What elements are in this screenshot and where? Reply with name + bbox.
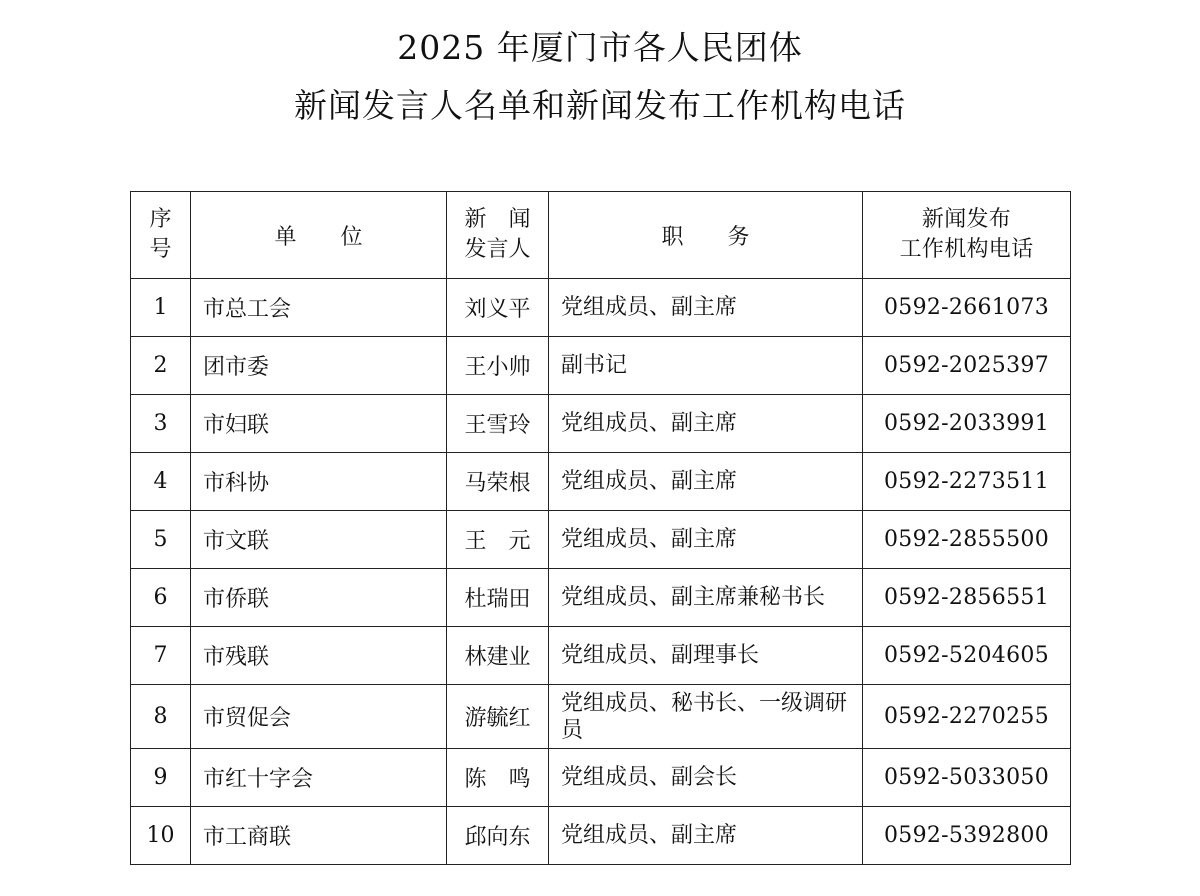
row-seq: 10 [131,807,191,865]
table-row [131,511,1071,569]
row-seq: 7 [131,627,191,685]
header-speaker [447,192,549,279]
row-seq: 8 [131,685,191,749]
row-position: 党组成员、副主席 [549,807,863,865]
row-position: 党组成员、秘书长、一级调研员 [549,685,863,749]
row-phone: 0592-2661073 [863,279,1071,337]
row-phone: 0592-2273511 [863,453,1071,511]
row-unit: 市科协 [191,453,447,511]
table-body [131,279,1071,865]
row-phone: 0592-5033050 [863,749,1071,807]
table-row [131,685,1071,749]
header-phone-line-1: 新闻发布 [921,207,1012,232]
row-unit: 市妇联 [191,395,447,453]
row-position: 党组成员、副主席兼秘书长 [549,569,863,627]
document-title-line-1: 2025 年厦门市各人民团体 [397,28,803,67]
row-unit: 市工商联 [191,807,447,865]
header-position: 职 务 [549,192,863,279]
row-speaker: 杜瑞田 [447,569,549,627]
row-phone: 0592-5204605 [863,627,1071,685]
row-speaker: 刘义平 [447,279,549,337]
row-phone: 0592-2033991 [863,395,1071,453]
row-unit: 市红十字会 [191,749,447,807]
row-position: 党组成员、副主席 [549,511,863,569]
row-unit: 市总工会 [191,279,447,337]
header-seq-line-2: 号 [149,237,172,262]
table-row [131,749,1071,807]
header-unit: 单 位 [191,192,447,279]
row-unit: 市残联 [191,627,447,685]
row-position: 党组成员、副主席 [549,395,863,453]
row-speaker: 王 元 [447,511,549,569]
row-unit: 团市委 [191,337,447,395]
row-seq: 3 [131,395,191,453]
row-position: 党组成员、副主席 [549,453,863,511]
row-unit: 市贸促会 [191,685,447,749]
header-phone [863,192,1071,279]
table-header [131,192,1071,279]
document-title-line-2: 新闻发言人名单和新闻发布工作机构电话 [294,86,906,125]
table-row [131,395,1071,453]
row-speaker: 陈 鸣 [447,749,549,807]
row-seq: 6 [131,569,191,627]
row-position: 党组成员、副会长 [549,749,863,807]
row-seq: 1 [131,279,191,337]
row-position: 党组成员、副理事长 [549,627,863,685]
table-row [131,569,1071,627]
table-row [131,337,1071,395]
row-phone: 0592-2856551 [863,569,1071,627]
spokesperson-table [130,191,1071,865]
table-row [131,627,1071,685]
row-seq: 2 [131,337,191,395]
header-seq-line-1: 序 [149,207,172,232]
header-seq [131,192,191,279]
row-phone: 0592-5392800 [863,807,1071,865]
row-speaker: 邱向东 [447,807,549,865]
header-speaker-line-1: 新 闻 [464,207,531,232]
row-unit: 市侨联 [191,569,447,627]
row-seq: 9 [131,749,191,807]
row-position: 副书记 [549,337,863,395]
row-speaker: 林建业 [447,627,549,685]
row-phone: 0592-2270255 [863,685,1071,749]
header-speaker-line-2: 发言人 [464,237,531,262]
row-position: 党组成员、副主席 [549,279,863,337]
row-phone: 0592-2855500 [863,511,1071,569]
row-phone: 0592-2025397 [863,337,1071,395]
table-row [131,807,1071,865]
header-phone-line-2: 工作机构电话 [899,237,1034,262]
table-row [131,453,1071,511]
row-seq: 5 [131,511,191,569]
row-speaker: 王雪玲 [447,395,549,453]
row-seq: 4 [131,453,191,511]
row-speaker: 游毓红 [447,685,549,749]
row-unit: 市文联 [191,511,447,569]
table-header-row [131,192,1071,279]
table-row [131,279,1071,337]
row-speaker: 王小帅 [447,337,549,395]
row-speaker: 马荣根 [447,453,549,511]
